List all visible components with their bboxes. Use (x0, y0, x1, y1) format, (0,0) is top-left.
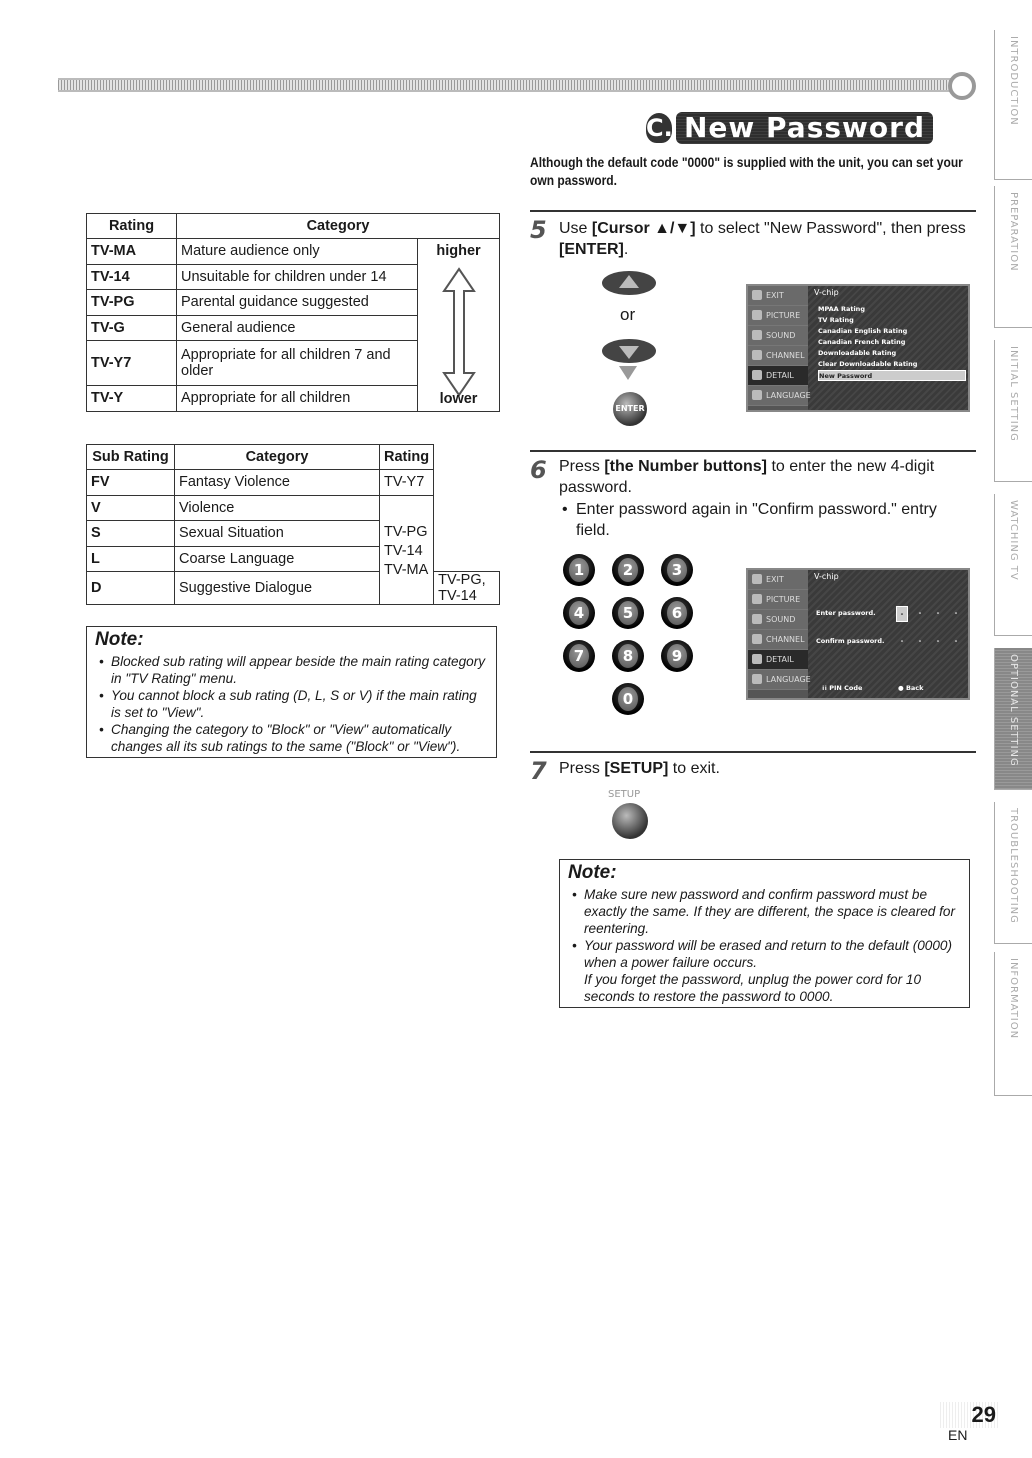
col-rating: Rating (87, 214, 177, 239)
bullet-text: Enter password again in "Confirm password." entry field. (576, 501, 937, 539)
higher-label: higher (436, 243, 481, 259)
section-title (646, 112, 933, 144)
key-label: [the Number buttons] (604, 458, 767, 475)
sub-code: L (87, 546, 175, 572)
tv-menu-title: V-chip (814, 572, 839, 581)
tv-menu-item: DETAIL (748, 650, 808, 670)
tv-list-item-selected: New Password (818, 370, 966, 381)
step6-bullet: • Enter password again in "Confirm password." entry field. (562, 501, 937, 539)
digit-0-button-icon (612, 683, 644, 715)
rating-code: TV-Y7 (87, 341, 177, 386)
tv-menu-sidebar (748, 570, 811, 698)
tv-menu-password (746, 568, 970, 700)
tv-menu-item: CHANNEL (748, 346, 808, 366)
note-box (86, 626, 497, 758)
digit-1-button-icon (563, 554, 595, 586)
key-label: [SETUP] (604, 760, 669, 777)
note-item: If you forget the password, unplug the power cord for 10 seconds to restore the password to 0000. (584, 972, 922, 1004)
digit-6-button-icon (661, 597, 693, 629)
sub-desc: Sexual Situation (175, 521, 380, 547)
step-number: 5 (530, 216, 547, 244)
step-text-part: . (623, 241, 629, 258)
setup-label: SETUP (608, 789, 641, 800)
rating-desc: Parental guidance suggested (177, 290, 418, 316)
rating-code: TV-G (87, 315, 177, 341)
intro-text: Although the default code "0000" is supplied with the unit, you can set your own password. (530, 154, 963, 188)
cursor-up-icon (601, 270, 657, 296)
digit-label: 4 (569, 601, 589, 625)
sub-desc: Fantasy Violence (175, 470, 380, 496)
rating-desc: Mature audience only (177, 239, 418, 265)
step5-text (559, 218, 979, 260)
sub-code: V (87, 495, 175, 521)
note-title: Note: (568, 862, 617, 883)
tv-list-item: Canadian French Rating (818, 338, 906, 346)
enter-button-icon: ENTER (613, 392, 647, 426)
sub-rating: TV-Y7 (380, 470, 434, 496)
keypad-icon: ⁞⁞ (822, 684, 830, 692)
tv-list-item: MPAA Rating (818, 305, 865, 313)
tv-menu-item: EXIT (748, 286, 808, 306)
note-item: • Your password will be erased and return to the default (0000) when a power failure occurs. (568, 937, 961, 971)
digit-2-button-icon (612, 554, 644, 586)
side-tab-introduction[interactable]: INTRODUCTION (994, 30, 1032, 180)
pin-slot: - (936, 609, 940, 617)
digit-4-button-icon (563, 597, 595, 629)
pin-slot: - (954, 609, 958, 617)
sub-rating: TV-PG, TV-14 (434, 572, 500, 605)
tv-menu-item: LANGUAGE (748, 386, 808, 406)
setup-button-icon (612, 803, 648, 839)
col-category: Category (175, 445, 380, 470)
step-divider (530, 210, 976, 212)
pin-slot: - (936, 637, 940, 645)
tv-menu-item: SOUND (748, 326, 808, 346)
key-label: [ENTER] (559, 241, 624, 258)
tv-menu-item: LANGUAGE (748, 670, 808, 690)
col-category: Category (177, 214, 500, 239)
note-item: • Changing the category to "Block" or "View" automatically changes all its sub ratings to the same ("Block" or "View"). (95, 721, 488, 755)
digit-label: 0 (618, 687, 638, 711)
table-row (87, 495, 500, 521)
side-tab-troubleshooting[interactable]: TROUBLESHOOTING (994, 802, 1032, 944)
sub-desc: Violence (175, 495, 380, 521)
pin-slot: - (918, 637, 922, 645)
digit-5-button-icon (612, 597, 644, 629)
step-divider (530, 751, 976, 753)
sub-code: D (87, 572, 175, 605)
lower-label: lower (439, 390, 478, 407)
arrow-down-icon (619, 366, 637, 380)
note-item: • Make sure new password and confirm password must be exactly the same. If they are different, the space is cleared for reentering. (568, 886, 961, 937)
table-row (87, 521, 500, 547)
tv-menu-vchip (746, 284, 970, 412)
rating-desc: Appropriate for all children (177, 386, 418, 412)
sub-code: FV (87, 470, 175, 496)
table-row (87, 546, 500, 572)
rating-code: TV-14 (87, 264, 177, 290)
tv-menu-item: SOUND (748, 610, 808, 630)
rating-table (86, 213, 500, 412)
digit-9-button-icon (661, 640, 693, 672)
tv-menu-list (818, 304, 966, 381)
key-label: [Cursor ▲/▼] (591, 220, 696, 237)
tv-list-item: Clear Downloadable Rating (818, 360, 918, 368)
rating-desc: General audience (177, 315, 418, 341)
note-item: • Blocked sub rating will appear beside the main rating category in "TV Rating" menu. (95, 653, 488, 687)
note-title: Note: (95, 629, 144, 650)
tv-list-item: Downloadable Rating (818, 349, 897, 357)
header-rule (58, 78, 958, 92)
tv-menu-item: CHANNEL (748, 630, 808, 650)
digit-label: 6 (667, 601, 687, 625)
pin-code-label: PIN Code (829, 684, 863, 692)
step-text-part: Press (559, 760, 605, 777)
digit-label: 2 (618, 558, 638, 582)
digit-label: 3 (667, 558, 687, 582)
table-row (87, 572, 500, 605)
pin-slot: - (900, 637, 904, 645)
pin-slots (896, 634, 962, 648)
tv-menu-item: PICTURE (748, 306, 808, 326)
merged-rating-item: TV-MA (384, 562, 429, 579)
side-tab-preparation[interactable]: PREPARATION (994, 186, 1032, 328)
rating-code: TV-MA (87, 239, 177, 265)
up-down-arrow-icon (438, 267, 480, 397)
digit-label: 7 (569, 644, 589, 668)
tv-menu-item: EXIT (748, 570, 808, 590)
back-label: Back (905, 684, 924, 692)
confirm-password-row (816, 634, 966, 648)
digit-label: 1 (569, 558, 589, 582)
merged-rating (380, 495, 434, 605)
header-circle (948, 72, 976, 100)
digit-label: 5 (618, 601, 638, 625)
digit-label: 9 (667, 644, 687, 668)
digit-8-button-icon (612, 640, 644, 672)
digit-7-button-icon (563, 640, 595, 672)
step-text-part: to enter the new 4-digit password. (559, 458, 935, 496)
step-text-part: Use (559, 220, 592, 237)
step7-text (559, 758, 959, 779)
step-text-part: to exit. (668, 760, 720, 777)
side-tab-optional-setting[interactable]: OPTIONAL SETTING (994, 648, 1032, 790)
sub-rating-table (86, 444, 500, 605)
side-tab-watching-tv[interactable]: WATCHING TV (994, 494, 1032, 636)
side-tab-initial-setting[interactable]: INITIAL SETTING (994, 340, 1032, 482)
pin-slot: - (918, 609, 922, 617)
sub-desc: Coarse Language (175, 546, 380, 572)
step6-text (559, 456, 979, 498)
merged-rating-item: TV-14 (384, 543, 423, 560)
back-hint (898, 684, 923, 692)
tv-menu-item: DETAIL (748, 366, 808, 386)
tv-menu-item: PICTURE (748, 590, 808, 610)
pin-slots (896, 606, 962, 622)
scale-cell (418, 239, 500, 412)
digit-label: 8 (618, 644, 638, 668)
confirm-password-label: Confirm password. (816, 637, 885, 645)
pin-code-hint (822, 684, 862, 692)
table-row (87, 239, 500, 265)
pin-slot: - (896, 606, 908, 622)
note-box (559, 859, 970, 1008)
tv-list-item: TV Rating (818, 316, 854, 324)
sub-desc: Suggestive Dialogue (175, 572, 380, 605)
rating-desc: Appropriate for all children 7 and older (177, 341, 418, 386)
page-number: 29 (940, 1402, 1000, 1428)
page-language: EN (948, 1427, 968, 1443)
col-sub-rating: Sub Rating (87, 445, 175, 470)
enter-password-label: Enter password. (816, 609, 876, 617)
digit-3-button-icon (661, 554, 693, 586)
rating-desc: Unsuitable for children under 14 (177, 264, 418, 290)
sub-code: S (87, 521, 175, 547)
rating-code: TV-PG (87, 290, 177, 316)
step-number: 6 (530, 456, 547, 484)
merged-rating-item: TV-PG (384, 524, 428, 541)
rating-code: TV-Y (87, 386, 177, 412)
step-text-part: to select "New Password", then press (695, 220, 966, 237)
section-letter: C. (646, 114, 673, 142)
col-rating: Rating (380, 445, 434, 470)
side-tab-information[interactable]: INFORMATION (994, 952, 1032, 1096)
or-label: or (620, 305, 636, 324)
tv-menu-sidebar (748, 286, 811, 410)
tv-menu-title: V-chip (814, 288, 839, 297)
cursor-down-icon (601, 338, 657, 364)
tv-list-item: Canadian English Rating (818, 327, 908, 335)
pin-slot: - (954, 637, 958, 645)
enter-password-row (816, 606, 966, 620)
back-icon: ● (898, 684, 906, 692)
note-item: • You cannot block a sub rating (D, L, S or V) if the main rating is set to "View". (95, 687, 488, 721)
table-row (87, 470, 500, 496)
step-divider (530, 450, 976, 452)
step-text-part: Press (559, 458, 605, 475)
section-title-text: New Password (676, 112, 933, 144)
step-number: 7 (530, 757, 547, 785)
